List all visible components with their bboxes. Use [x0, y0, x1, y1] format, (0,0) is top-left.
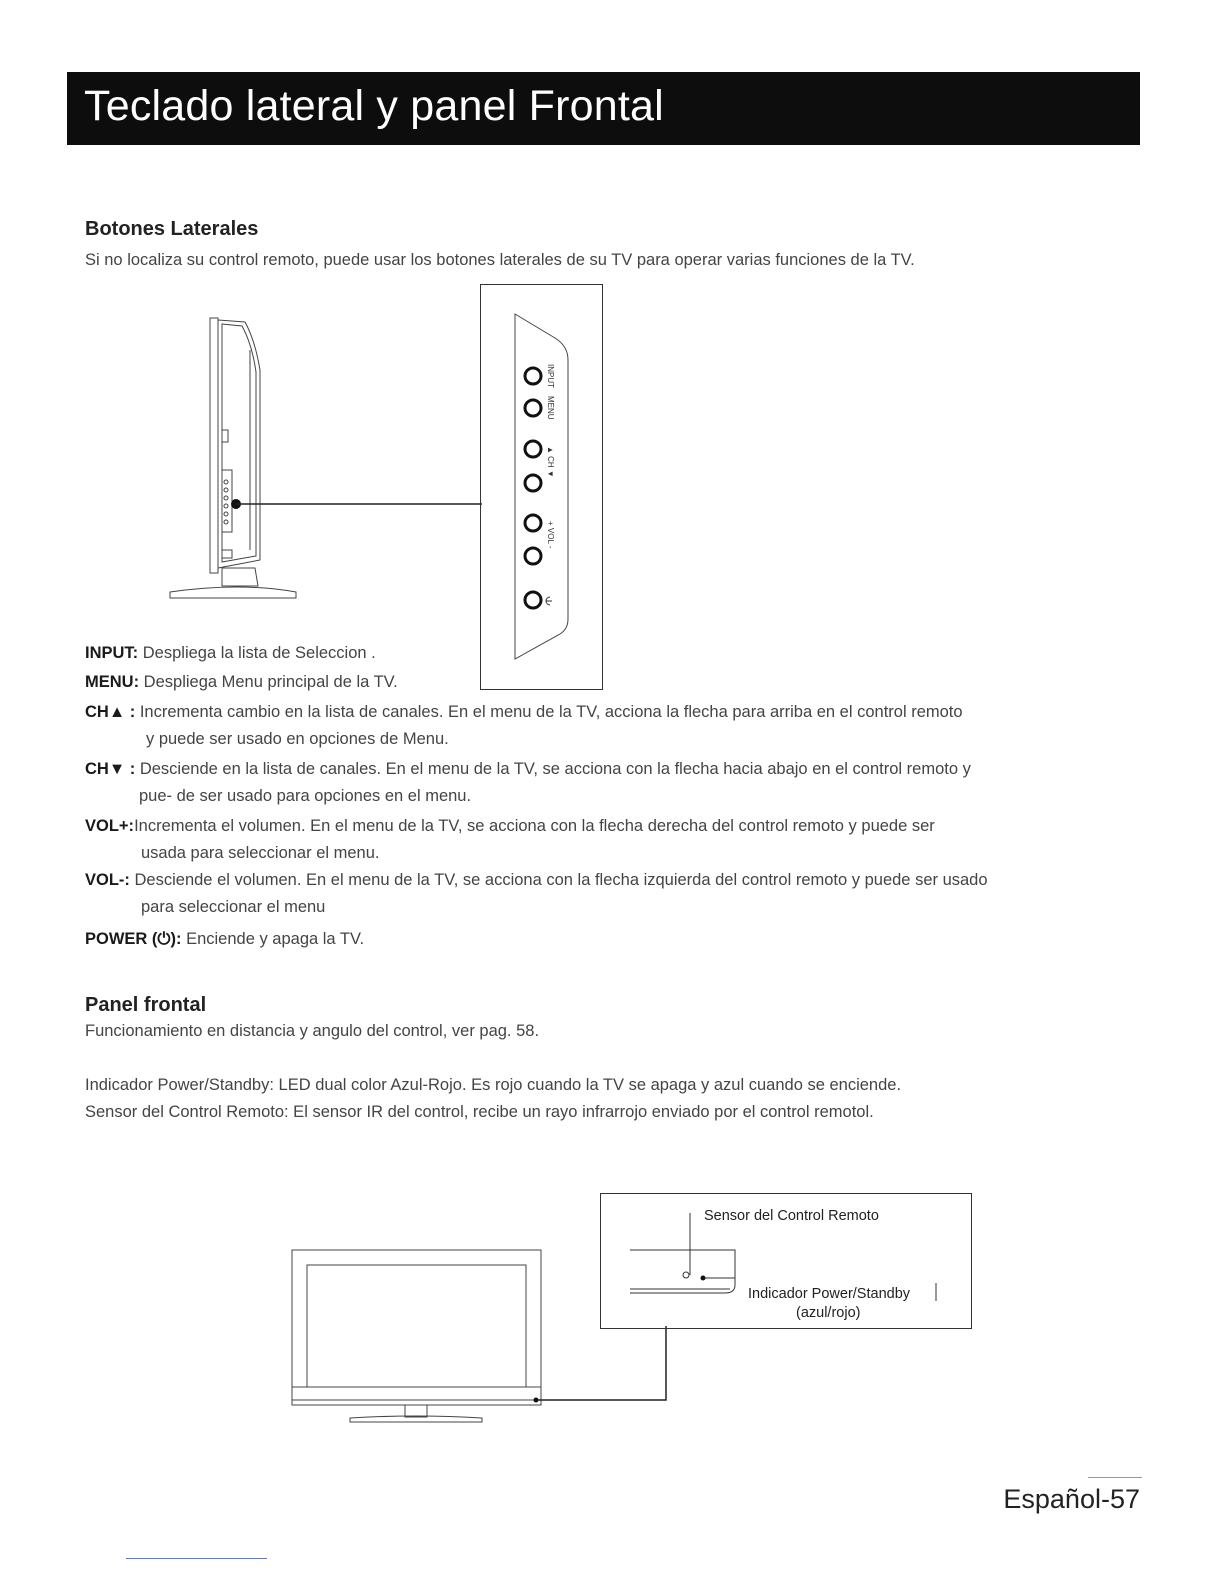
- input-button: [525, 368, 541, 384]
- desc-vol-up: VOL+:Incrementa el volumen. En el menu de la TV, se acciona con la flecha derecha del control remoto y puede ser: [85, 817, 935, 835]
- power-button: [525, 592, 541, 608]
- title-bar: [67, 72, 1140, 145]
- botones-heading: Botones Laterales: [85, 218, 259, 240]
- indicator-callout-label: Indicador Power/Standby: [748, 1286, 911, 1302]
- callout-connector: [538, 1326, 668, 1402]
- vol-panel-label: + VOL -: [546, 521, 555, 549]
- desc-vol-up-cont: usada para seleccionar el menu.: [141, 844, 380, 862]
- panel-line2: Indicador Power/Standby: LED dual color Azul-Rojo. Es rojo cuando la TV se apaga y azul cuando se enciende.: [85, 1076, 902, 1094]
- vol-down-button: [525, 548, 541, 564]
- ch-up-button: [525, 441, 541, 457]
- callout-box: [600, 1193, 972, 1329]
- desc-ch-down: CH▼ : Desciende en la lista de canales. En el menu de la TV, se acciona con la flecha hacia abajo en el control remoto y: [85, 760, 971, 778]
- menu-panel-label: MENU: [546, 396, 555, 420]
- desc-ch-up-cont: y puede ser usado en opciones de Menu.: [146, 730, 449, 748]
- desc-vol-down: VOL-: Desciende el volumen. En el menu de la TV, se acciona con la flecha izquierda del control remoto y puede ser usado: [85, 871, 988, 889]
- panel-line1: Funcionamiento en distancia y angulo del control, ver pag. 58.: [85, 1022, 540, 1040]
- desc-power: POWER (⏻): Enciende y apaga la TV.: [85, 930, 365, 948]
- sensor-callout-label: Sensor del Control Remoto: [704, 1208, 879, 1224]
- desc-vol-down-cont: para seleccionar el menu: [141, 898, 326, 916]
- connector-line: [236, 502, 482, 506]
- desc-input: INPUT: Despliega la lista de Seleccion .: [85, 644, 376, 662]
- vol-up-button: [525, 515, 541, 531]
- page-title: Teclado lateral y panel Frontal: [84, 82, 664, 130]
- desc-menu: MENU: Despliega Menu principal de la TV.: [85, 673, 398, 691]
- desc-ch-down-cont: pue- de ser usado para opciones en el menu.: [139, 787, 472, 805]
- input-panel-label: INPUT: [546, 364, 555, 388]
- indicator-callout-sublabel: (azul/rojo): [796, 1305, 861, 1321]
- side-button-panel-illustration: [480, 284, 603, 690]
- botones-intro: Si no localiza su control remoto, puede usar los botones laterales de su TV para operar varias funciones de la TV.: [85, 251, 915, 269]
- power-symbol-icon: [546, 597, 552, 605]
- page-footer: Español-57: [1003, 1484, 1140, 1514]
- desc-ch-up: CH▲ : Incrementa cambio en la lista de canales. En el menu de la TV, acciona la flecha para arriba en el control remoto: [85, 703, 963, 721]
- menu-button: [525, 400, 541, 416]
- panel-line3: Sensor del Control Remoto: El sensor IR del control, recibe un rayo infrarrojo enviado por el control remotol.: [85, 1103, 874, 1121]
- ch-panel-label: ▲ CH ▼: [546, 446, 555, 478]
- ch-down-button: [525, 475, 541, 491]
- blue-rule: [126, 1558, 267, 1559]
- footer-rule: [1088, 1477, 1142, 1478]
- tv-side-view-illustration: [160, 310, 300, 605]
- panel-heading: Panel frontal: [85, 994, 207, 1016]
- tv-front-view-illustration: [290, 1248, 545, 1430]
